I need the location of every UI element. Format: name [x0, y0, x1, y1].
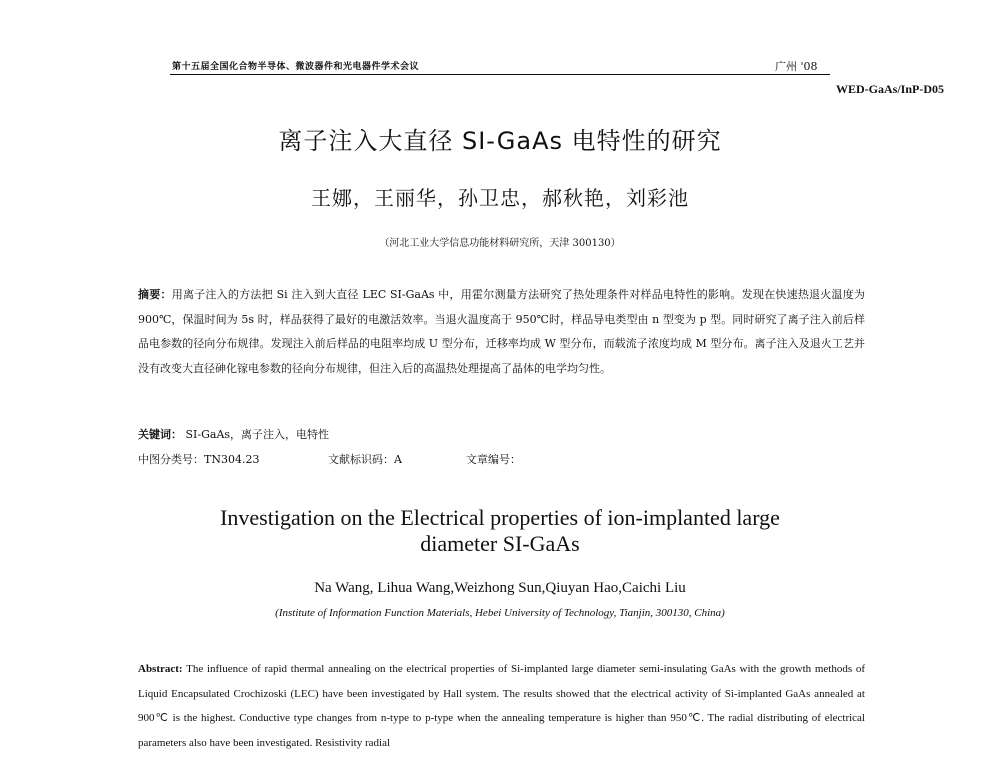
english-title-line-1: Investigation on the Electrical properties of ion-implanted large — [220, 505, 780, 530]
english-abstract-label: Abstract: — [138, 663, 183, 675]
chinese-keywords — [138, 426, 329, 442]
english-affiliation: (Institute of Information Function Materials, Hebei University of Technology, Tianjin, 300130, China) — [275, 607, 725, 619]
english-abstract — [138, 657, 865, 755]
document-code: 文献标识码：A — [328, 453, 402, 466]
header-rule — [170, 74, 830, 75]
chinese-abstract-label: 摘要： — [138, 288, 172, 301]
conference-place-year: 广州 '08 — [775, 60, 818, 73]
english-title — [0, 505, 1000, 557]
chinese-affiliation: （河北工业大学信息功能材料研究所，天津 300130） — [379, 238, 621, 249]
paper-code: WED-GaAs/InP-D05 — [835, 82, 944, 96]
classification-number: 中图分类号：TN304.23 — [138, 453, 260, 466]
chinese-keywords-label: 关键词： — [138, 428, 182, 441]
english-authors: Na Wang, Lihua Wang,Weizhong Sun,Qiuyan Hao,Caichi Liu — [314, 580, 686, 596]
chinese-abstract-text: 用离子注入的方法把 Si 注入到大直径 LEC SI-GaAs 中，用霍尔测量方法研究了热处理条件对样品电特性的影响。发现在快速热退火温度为 900℃，保温时间为 5s 时，样品获得了最好的电激活效率。当退火温度高于 950℃时，样品导电类型由 n 型变为 p 型。同时研究了离子注入前后样品电参数的径向分布规律。发现注入前后样品的电阻率均成 U 型分布，迁移率均成 W 型分布，而载流子浓度均成 M 型分布。离子注入及退火工艺并没有改变大直径砷化镓电参数的径向分布规律，但注入后的高温热处理提高了晶体的电学均匀性。 — [138, 288, 865, 375]
article-number: 文章编号： — [466, 453, 521, 466]
chinese-abstract — [138, 283, 865, 381]
chinese-keywords-text: SI-GaAs，离子注入，电特性 — [185, 428, 330, 441]
conference-name: 第十五届全国化合物半导体、微波器件和光电器件学术会议 — [172, 62, 420, 72]
chinese-authors: 王娜，王丽华，孙卫忠，郝秋艳，刘彩池 — [311, 186, 689, 210]
english-abstract-text: The influence of rapid thermal annealing on the electrical properties of Si-implanted large diameter semi-insulating GaAs with the growth methods of Liquid Encapsulated Crochizoski (LEC) have been investigated by Hall system. The results showed that the electrical activity of Si-implanted GaAs annealed at 900℃ is the highest. Conductive type changes from n-type to p-type when the annealing temperature is higher than 950℃. The radial distributing of electrical parameters also have been investigated. Resistivity radial — [138, 663, 865, 749]
chinese-title: 离子注入大直径 SI-GaAs 电特性的研究 — [278, 127, 722, 155]
english-title-line-2: diameter SI-GaAs — [420, 531, 580, 556]
chinese-classification-row — [138, 451, 521, 467]
